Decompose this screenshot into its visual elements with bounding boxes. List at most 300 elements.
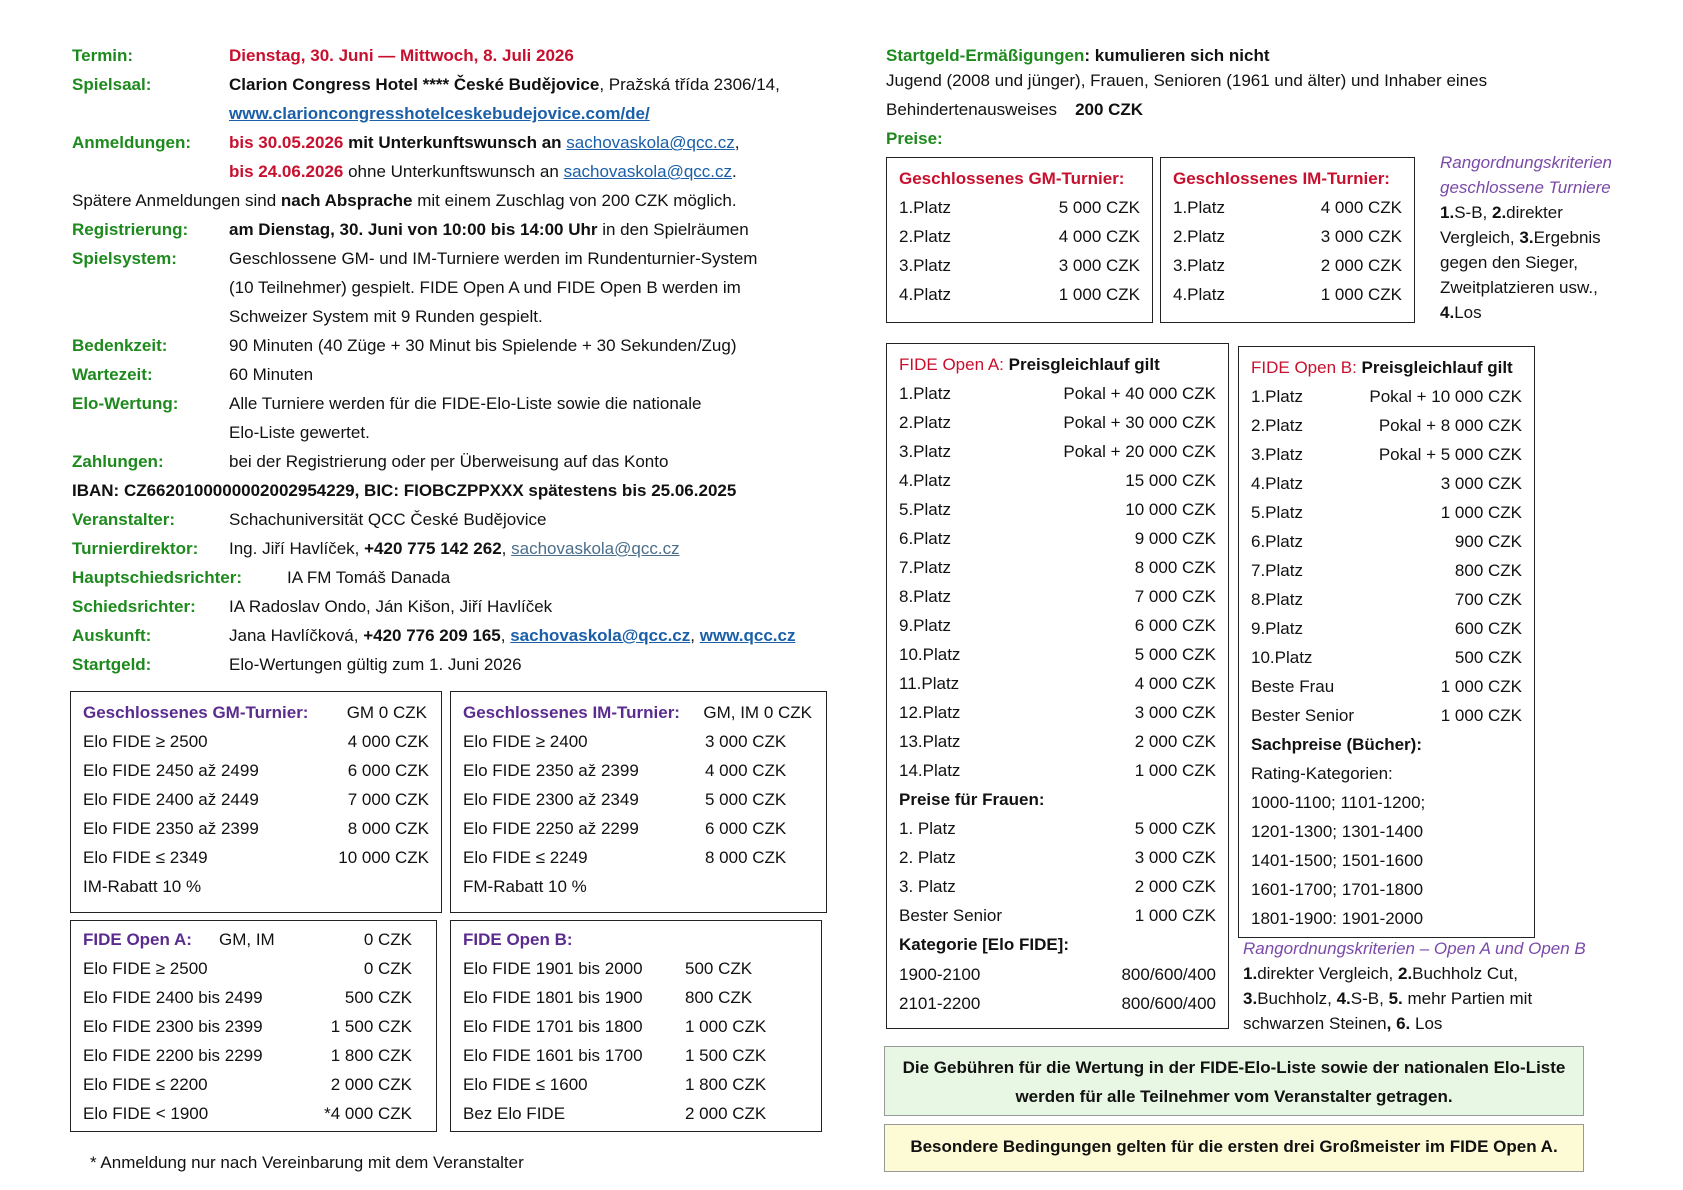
email-link-2[interactable]: sachovaskola@qcc.cz bbox=[563, 162, 733, 181]
rank-closed-line bbox=[1440, 200, 1563, 225]
prize-im-title: Geschlossenes IM-Turnier: bbox=[1173, 169, 1390, 188]
prize-gm-row bbox=[899, 222, 1140, 251]
prize-open-b-row bbox=[1251, 469, 1522, 498]
prize-open-a-row bbox=[899, 553, 1216, 582]
prize-women-row bbox=[899, 901, 1216, 930]
rank-text: direkter bbox=[1506, 203, 1563, 222]
prize-place: 8.Platz bbox=[899, 587, 951, 606]
rank-num: 3. bbox=[1243, 989, 1258, 1008]
fee-open-a-title-extra: 0 CZK bbox=[363, 930, 412, 949]
fee-gm-row bbox=[83, 785, 429, 814]
fee-open-a-amount: 1 500 CZK bbox=[330, 1017, 412, 1036]
fee-im-amount: 4 000 CZK bbox=[705, 761, 787, 780]
prize-amount: Pokal + 20 000 CZK bbox=[1063, 442, 1216, 461]
rank-text: schwarzen Steinen bbox=[1243, 1014, 1387, 1033]
prize-open-a-row bbox=[899, 611, 1216, 640]
prize-open-b-title-rest: Preisgleichlauf gilt bbox=[1356, 358, 1513, 377]
prize-amount: 9 000 CZK bbox=[1134, 529, 1216, 548]
prize-place: 11.Platz bbox=[899, 674, 960, 693]
fee-gm-row bbox=[83, 872, 429, 901]
fee-open-a-title: FIDE Open A: bbox=[83, 930, 192, 949]
fee-open-b-amount: 800 CZK bbox=[685, 988, 753, 1007]
prize-category-title: Kategorie [Elo FIDE]: bbox=[899, 935, 1070, 954]
rank-closed-line bbox=[1440, 300, 1482, 325]
prize-amount: 2 000 CZK bbox=[1134, 877, 1216, 896]
spielsaal-label: Spielsaal: bbox=[72, 75, 152, 94]
fee-im-row bbox=[463, 814, 814, 843]
fee-open-a-row bbox=[83, 983, 424, 1012]
fee-open-b-amount: 500 CZK bbox=[685, 959, 753, 978]
prize-place: 4.Platz bbox=[899, 285, 951, 304]
prize-place: 10.Platz bbox=[1251, 648, 1313, 667]
hauptschiedsrichter-value: IA FM Tomáš Danada bbox=[287, 568, 451, 587]
fee-open-b-amount: 1 000 CZK bbox=[685, 1017, 767, 1036]
spaetere-text-2: nach Absprache bbox=[280, 191, 413, 210]
prize-place: 1.Platz bbox=[899, 384, 951, 403]
rank-text: mehr Partien mit bbox=[1402, 989, 1533, 1008]
fee-open-a-row bbox=[83, 1041, 424, 1070]
fee-gm-row bbox=[83, 814, 429, 843]
prize-place: 2.Platz bbox=[899, 413, 951, 432]
prize-open-a-row bbox=[899, 437, 1216, 466]
deadline-2: bis 24.06.2026 bbox=[229, 162, 344, 181]
sep-a2: , bbox=[690, 626, 700, 645]
prize-place: 1.Platz bbox=[1251, 387, 1303, 406]
fee-note-line-1: Die Gebühren für die Wertung in der FIDE-Elo-Liste sowie der nationalen Elo-Liste bbox=[902, 1058, 1566, 1077]
prize-open-a-row bbox=[899, 669, 1216, 698]
prize-open-a-row bbox=[899, 466, 1216, 495]
prize-gm-row bbox=[899, 280, 1140, 309]
prize-women-title: Preise für Frauen: bbox=[899, 790, 1045, 809]
prize-amount: 600 CZK bbox=[1454, 619, 1522, 638]
fee-gm-row bbox=[83, 727, 429, 756]
veranstalter-value: Schachuniversität QCC České Budějovice bbox=[229, 510, 547, 529]
startgeld-label: Startgeld: bbox=[72, 655, 152, 674]
prize-place: 6.Platz bbox=[899, 529, 951, 548]
fee-open-a-amount: 2 000 CZK bbox=[330, 1075, 412, 1094]
ermaessigungen-group: Behindertenausweises bbox=[886, 100, 1058, 119]
prize-category-row bbox=[899, 960, 1216, 989]
prize-open-a-row bbox=[899, 756, 1216, 785]
sachpreise-title: Sachpreise (Bücher): bbox=[1251, 735, 1422, 754]
prize-amount: 10 000 CZK bbox=[1125, 500, 1216, 519]
prize-place: 3.Platz bbox=[899, 256, 951, 275]
deadline-1: bis 30.05.2026 bbox=[229, 133, 344, 152]
fee-open-b-cat: Elo FIDE 1701 bis 1800 bbox=[463, 1017, 643, 1036]
prize-amount: 500 CZK bbox=[1454, 648, 1522, 667]
prize-open-a-row bbox=[899, 582, 1216, 611]
auskunft-web-link[interactable]: www.qcc.cz bbox=[699, 626, 796, 645]
rank-text: direkter Vergleich, bbox=[1257, 964, 1398, 983]
prize-amount: 8 000 CZK bbox=[1134, 558, 1216, 577]
prize-amount: 5 000 CZK bbox=[1134, 819, 1216, 838]
fee-open-b-amount: 1 800 CZK bbox=[685, 1075, 767, 1094]
turnierdirektor-label: Turnierdirektor: bbox=[72, 539, 199, 558]
prize-amount: 1 000 CZK bbox=[1440, 503, 1522, 522]
fee-gm-cat: Elo FIDE 2400 až 2449 bbox=[83, 790, 259, 809]
prize-open-b-row bbox=[1251, 643, 1522, 672]
prize-amount: 900 CZK bbox=[1454, 532, 1522, 551]
prize-amount: Pokal + 10 000 CZK bbox=[1369, 387, 1522, 406]
fee-im-title: Geschlossenes IM-Turnier: bbox=[463, 703, 680, 722]
fee-open-b-amount: 1 500 CZK bbox=[685, 1046, 767, 1065]
rank-text: S-B, bbox=[1454, 203, 1492, 222]
prize-women-row bbox=[899, 843, 1216, 872]
prize-place: Bester Senior bbox=[1251, 706, 1354, 725]
prize-place: 2.Platz bbox=[1173, 227, 1225, 246]
fee-im-cat: Elo FIDE 2300 až 2349 bbox=[463, 790, 639, 809]
prize-place: 14.Platz bbox=[899, 761, 961, 780]
elo-line-1: Alle Turniere werden für die FIDE-Elo-Liste sowie die nationale bbox=[229, 394, 702, 413]
rank-open-line bbox=[1243, 961, 1518, 986]
fee-im-cat: Elo FIDE ≥ 2400 bbox=[463, 732, 588, 751]
fee-im-cat: Elo FIDE 2250 až 2299 bbox=[463, 819, 639, 838]
fee-open-a-row bbox=[83, 1099, 424, 1128]
prize-place: 4.Platz bbox=[1173, 285, 1225, 304]
prize-place: 1. Platz bbox=[899, 819, 956, 838]
rank-closed-line bbox=[1440, 225, 1601, 250]
prize-place: 3.Platz bbox=[1173, 256, 1225, 275]
prize-open-b-row bbox=[1251, 701, 1522, 730]
rank-num: 4. bbox=[1336, 989, 1351, 1008]
registrierung-place: in den Spielräumen bbox=[597, 220, 749, 239]
prize-open-a-title: FIDE Open A: bbox=[899, 355, 1004, 374]
prize-women-row bbox=[899, 814, 1216, 843]
fee-open-b-cat: Elo FIDE 1901 bis 2000 bbox=[463, 959, 643, 978]
prize-im-row bbox=[1173, 280, 1402, 309]
fee-gm-amount: 10 000 CZK bbox=[338, 848, 429, 867]
rank-text: Buchholz, bbox=[1257, 989, 1337, 1008]
fee-open-a-cat: Elo FIDE 2400 bis 2499 bbox=[83, 988, 263, 1007]
rank-text: Los bbox=[1454, 303, 1482, 322]
rank-open-line bbox=[1243, 986, 1532, 1011]
prize-open-a-row bbox=[899, 408, 1216, 437]
prize-open-b-row bbox=[1251, 556, 1522, 585]
hotel-name: Clarion Congress Hotel **** České Budějovice bbox=[229, 75, 600, 94]
fee-open-b-cat: Elo FIDE 1801 bis 1900 bbox=[463, 988, 643, 1007]
hotel-address: , Pražská třída 2306/14, bbox=[599, 75, 780, 94]
fee-gm-title-extra: GM 0 CZK bbox=[346, 703, 427, 722]
prize-amount: 3 000 CZK bbox=[1058, 256, 1140, 275]
spielsystem-line-3: Schweizer System mit 9 Runden gespielt. bbox=[229, 307, 543, 326]
wartezeit-value: 60 Minuten bbox=[229, 365, 314, 384]
rank-text: Los bbox=[1410, 1014, 1443, 1033]
fee-open-a-amount: 0 CZK bbox=[363, 959, 412, 978]
fee-note-box bbox=[884, 1046, 1584, 1116]
fee-open-a-row bbox=[83, 1070, 424, 1099]
rank-closed-title-2: geschlossene Turniere bbox=[1440, 178, 1611, 197]
email-link-1[interactable]: sachovaskola@qcc.cz bbox=[566, 133, 735, 152]
ermaessigungen-rest: : kumulieren sich nicht bbox=[1084, 46, 1270, 65]
veranstalter-label: Veranstalter: bbox=[72, 510, 175, 529]
sep-a1: , bbox=[500, 626, 511, 645]
punct-1: , bbox=[734, 133, 740, 152]
fee-im-row bbox=[463, 756, 814, 785]
fee-open-b-title: FIDE Open B: bbox=[463, 930, 573, 949]
fee-open-b-box bbox=[450, 920, 822, 1132]
prize-open-a-title-rest: Preisgleichlauf gilt bbox=[1003, 355, 1160, 374]
spaetere-row bbox=[72, 186, 737, 215]
schiedsrichter-value: IA Radoslav Ondo, Ján Kišon, Jiří Havlíček bbox=[229, 597, 553, 616]
fee-im-amount: 8 000 CZK bbox=[705, 848, 787, 867]
prize-place: 6.Platz bbox=[1251, 532, 1303, 551]
prize-amount: 1 000 CZK bbox=[1058, 285, 1140, 304]
auskunft-name: Jana Havlíčková, bbox=[229, 626, 364, 645]
prize-place: 8.Platz bbox=[1251, 590, 1303, 609]
turnierdirektor-name: Ing. Jiří Havlíček, bbox=[229, 539, 365, 558]
prize-gm-row bbox=[899, 193, 1140, 222]
prize-place: 7.Platz bbox=[899, 558, 951, 577]
prize-open-b-row bbox=[1251, 411, 1522, 440]
fee-gm-amount: 7 000 CZK bbox=[347, 790, 429, 809]
prize-place: 3.Platz bbox=[1251, 445, 1303, 464]
fee-open-b-cat: Bez Elo FIDE bbox=[463, 1104, 566, 1123]
fee-open-a-box bbox=[70, 920, 437, 1132]
prize-place: 1.Platz bbox=[899, 198, 951, 217]
bedenkzeit-value: 90 Minuten (40 Züge + 30 Minut bis Spielende + 30 Sekunden/Zug) bbox=[229, 336, 737, 355]
fee-open-a-cat: Elo FIDE < 1900 bbox=[83, 1104, 209, 1123]
prize-amount: Pokal + 5 000 CZK bbox=[1378, 445, 1522, 464]
ermaessigungen-title: Startgeld-Ermäßigungen bbox=[886, 46, 1085, 65]
fee-open-b-amount: 2 000 CZK bbox=[685, 1104, 767, 1123]
prize-gm-row bbox=[899, 251, 1140, 280]
fee-open-a-row bbox=[83, 1012, 424, 1041]
prize-open-b-row bbox=[1251, 585, 1522, 614]
auskunft-email-link[interactable]: sachovaskola@qcc.cz bbox=[510, 626, 691, 645]
fee-im-cat: FM-Rabatt 10 % bbox=[463, 877, 587, 896]
prize-place: 9.Platz bbox=[1251, 619, 1303, 638]
auskunft-phone: +420 776 209 165 bbox=[363, 626, 501, 645]
prize-amount: 4 000 CZK bbox=[1320, 198, 1402, 217]
rank-num: 1. bbox=[1243, 964, 1258, 983]
prize-amount: 800/600/400 bbox=[1121, 965, 1216, 984]
fee-open-b-row bbox=[463, 1041, 809, 1070]
termin-label: Termin: bbox=[72, 46, 134, 65]
prize-place: 10.Platz bbox=[899, 645, 961, 664]
prize-amount: Pokal + 40 000 CZK bbox=[1063, 384, 1216, 403]
prize-amount: Pokal + 8 000 CZK bbox=[1378, 416, 1522, 435]
iban-row: IBAN: CZ6620100000002002954229, BIC: FIOBCZPPXXX spätestens bis 25.06.2025 bbox=[72, 481, 737, 500]
rank-closed-title-1: Rangordnungskriterien bbox=[1440, 153, 1612, 172]
rank-text: Ergebnis bbox=[1533, 228, 1601, 247]
fee-open-b-cat: Elo FIDE ≤ 1600 bbox=[463, 1075, 588, 1094]
prize-amount: 2 000 CZK bbox=[1134, 732, 1216, 751]
rank-num: 3. bbox=[1519, 228, 1534, 247]
fee-gm-row bbox=[83, 756, 429, 785]
prize-open-b-row bbox=[1251, 498, 1522, 527]
fee-im-row bbox=[463, 872, 814, 901]
prize-amount: 700 CZK bbox=[1454, 590, 1522, 609]
fee-open-a-amount: 500 CZK bbox=[344, 988, 412, 1007]
prize-place: 13.Platz bbox=[899, 732, 961, 751]
prize-amount: 1 000 CZK bbox=[1134, 761, 1216, 780]
prize-place: Beste Frau bbox=[1251, 677, 1335, 696]
fee-gm-amount: 6 000 CZK bbox=[347, 761, 429, 780]
zahlungen-label: Zahlungen: bbox=[72, 452, 164, 471]
prize-amount: 6 000 CZK bbox=[1134, 616, 1216, 635]
prize-open-b-box bbox=[1238, 346, 1535, 938]
fee-note-line-2: werden für alle Teilnehmer vom Veranstalter getragen. bbox=[1015, 1087, 1453, 1106]
prize-amount: 2 000 CZK bbox=[1320, 256, 1402, 275]
prize-open-a-row bbox=[899, 524, 1216, 553]
fee-gm-amount: 4 000 CZK bbox=[347, 732, 429, 751]
prize-amount: 5 000 CZK bbox=[1058, 198, 1140, 217]
prize-open-a-box bbox=[886, 343, 1229, 1029]
prize-im-row bbox=[1173, 193, 1402, 222]
fee-gm-cat: Elo FIDE 2350 až 2399 bbox=[83, 819, 259, 838]
fee-open-b-row bbox=[463, 1070, 809, 1099]
footnote: * Anmeldung nur nach Vereinbarung mit dem Veranstalter bbox=[90, 1153, 524, 1172]
prize-open-b-row bbox=[1251, 382, 1522, 411]
prize-category-row bbox=[899, 989, 1216, 1018]
rank-num: , 6. bbox=[1386, 1014, 1411, 1033]
prize-amount: 7 000 CZK bbox=[1134, 587, 1216, 606]
hotel-link[interactable]: www.clarioncongresshotelceskebudejovice.com/de/ bbox=[229, 104, 650, 123]
fee-im-amount: 5 000 CZK bbox=[705, 790, 787, 809]
prize-amount: 1 000 CZK bbox=[1134, 906, 1216, 925]
preise-label: Preise: bbox=[886, 129, 943, 148]
prize-place: Bester Senior bbox=[899, 906, 1002, 925]
zahlungen-value: bei der Registrierung oder per Überweisung auf das Konto bbox=[229, 452, 669, 471]
prize-open-a-row bbox=[899, 698, 1216, 727]
spaetere-text-1: Spätere Anmeldungen sind bbox=[72, 191, 281, 210]
prize-im-row bbox=[1173, 222, 1402, 251]
fee-open-b-row bbox=[463, 954, 809, 983]
spielsystem-label: Spielsystem: bbox=[72, 249, 177, 268]
schiedsrichter-label: Schiedsrichter: bbox=[72, 597, 196, 616]
fee-open-a-cat: Elo FIDE ≤ 2200 bbox=[83, 1075, 208, 1094]
anmeldung-text-1: mit Unterkunftswunsch an bbox=[343, 133, 567, 152]
auskunft-label: Auskunft: bbox=[72, 626, 152, 645]
prize-amount: 800 CZK bbox=[1454, 561, 1522, 580]
prize-open-a-row bbox=[899, 379, 1216, 408]
prize-im-box bbox=[1160, 157, 1415, 323]
fee-gm-title: Geschlossenes GM-Turnier: bbox=[83, 703, 309, 722]
turnierdirektor-email-link[interactable]: sachovaskola@qcc.cz bbox=[511, 539, 680, 558]
prize-amount: 4 000 CZK bbox=[1058, 227, 1140, 246]
rank-open-title: Rangordnungskriterien – Open A und Open B bbox=[1243, 939, 1586, 958]
bedenkzeit-label: Bedenkzeit: bbox=[72, 336, 168, 355]
fee-open-a-title-mid: GM, IM bbox=[219, 930, 275, 949]
rank-closed-line: gegen den Sieger, bbox=[1440, 253, 1579, 272]
fee-gm-amount: 8 000 CZK bbox=[347, 819, 429, 838]
spielsystem-line-2: (10 Teilnehmer) gespielt. FIDE Open A und FIDE Open B werden im bbox=[229, 278, 741, 297]
fee-im-title-extra: GM, IM 0 CZK bbox=[703, 703, 812, 722]
prize-place: 3.Platz bbox=[899, 442, 951, 461]
turnierdirektor-phone: +420 775 142 262 bbox=[364, 539, 502, 558]
rank-num: 2. bbox=[1491, 203, 1507, 222]
sachpreise-line: 1401-1500; 1501-1600 bbox=[1251, 851, 1424, 870]
rank-num: 1. bbox=[1440, 203, 1455, 222]
fee-gm-row bbox=[83, 843, 429, 872]
fee-im-row bbox=[463, 785, 814, 814]
rank-num: 4. bbox=[1440, 303, 1455, 322]
registrierung-label: Registrierung: bbox=[72, 220, 189, 239]
prize-open-a-row bbox=[899, 727, 1216, 756]
prize-place: 4.Platz bbox=[899, 471, 951, 490]
termin-value: Dienstag, 30. Juni — Mittwoch, 8. Juli 2026 bbox=[229, 46, 574, 65]
ermaessigungen-line-2 bbox=[886, 95, 1143, 124]
rank-open-line bbox=[1243, 1011, 1442, 1036]
prize-open-a-row bbox=[899, 640, 1216, 669]
prize-open-b-row bbox=[1251, 672, 1522, 701]
prize-place: 5.Platz bbox=[899, 500, 951, 519]
fee-im-cat: Elo FIDE ≤ 2249 bbox=[463, 848, 588, 867]
ermaessigungen-amount: 200 CZK bbox=[1075, 100, 1144, 119]
prize-amount: Pokal + 30 000 CZK bbox=[1063, 413, 1216, 432]
prize-gm-box bbox=[886, 157, 1153, 323]
prize-amount: 3 000 CZK bbox=[1134, 703, 1216, 722]
fee-open-b-row bbox=[463, 1099, 809, 1128]
fee-gm-cat: Elo FIDE ≤ 2349 bbox=[83, 848, 208, 867]
sachpreise-line: 1201-1300; 1301-1400 bbox=[1251, 822, 1424, 841]
prize-open-b-row bbox=[1251, 614, 1522, 643]
fee-im-cat: Elo FIDE 2350 až 2399 bbox=[463, 761, 639, 780]
fee-open-b-row bbox=[463, 983, 809, 1012]
rank-closed-line: Zweitplatzieren usw., bbox=[1440, 278, 1598, 297]
gm-note-box: Besondere Bedingungen gelten für die ersten drei Großmeister im FIDE Open A. bbox=[884, 1124, 1584, 1172]
fee-open-a-amount: *4 000 CZK bbox=[324, 1104, 412, 1123]
prize-amount: 4 000 CZK bbox=[1134, 674, 1216, 693]
fee-im-amount: 6 000 CZK bbox=[705, 819, 787, 838]
fee-open-b-cat: Elo FIDE 1601 bis 1700 bbox=[463, 1046, 643, 1065]
fee-im-row bbox=[463, 727, 814, 756]
fee-open-a-cat: Elo FIDE ≥ 2500 bbox=[83, 959, 208, 978]
sachpreise-line: 1601-1700; 1701-1800 bbox=[1251, 880, 1424, 899]
fee-im-amount: 3 000 CZK bbox=[705, 732, 787, 751]
prize-amount: 800/600/400 bbox=[1121, 994, 1216, 1013]
sachpreise-line: 1000-1100; 1101-1200; bbox=[1251, 793, 1426, 812]
prize-amount: 1 000 CZK bbox=[1320, 285, 1402, 304]
prize-amount: 3 000 CZK bbox=[1134, 848, 1216, 867]
sachpreise-line: Rating-Kategorien: bbox=[1251, 764, 1393, 783]
prize-place: 1.Platz bbox=[1173, 198, 1225, 217]
elo-label: Elo-Wertung: bbox=[72, 394, 179, 413]
prize-amount: 1 000 CZK bbox=[1440, 677, 1522, 696]
prize-place: 5.Platz bbox=[1251, 503, 1303, 522]
fee-open-b-row bbox=[463, 1012, 809, 1041]
rank-text: S-B, bbox=[1350, 989, 1389, 1008]
fee-im-box bbox=[450, 691, 827, 913]
prize-place: 7.Platz bbox=[1251, 561, 1303, 580]
spielsystem-line-1: Geschlossene GM- und IM-Turniere werden im Rundenturnier-System bbox=[229, 249, 758, 268]
punct-2: . bbox=[732, 162, 737, 181]
ermaessigungen-line-1: Jugend (2008 und jünger), Frauen, Senioren (1961 und älter) und Inhaber eines bbox=[886, 71, 1488, 90]
prize-gm-title: Geschlossenes GM-Turnier: bbox=[899, 169, 1125, 188]
startgeld-value: Elo-Wertungen gültig zum 1. Juni 2026 bbox=[229, 655, 522, 674]
rank-text: Vergleich, bbox=[1440, 228, 1520, 247]
prize-open-b-title: FIDE Open B: bbox=[1251, 358, 1357, 377]
fee-open-a-cat: Elo FIDE 2200 bis 2299 bbox=[83, 1046, 263, 1065]
prize-open-b-row bbox=[1251, 440, 1522, 469]
prize-im-row bbox=[1173, 251, 1402, 280]
prize-place: 9.Platz bbox=[899, 616, 951, 635]
prize-women-row bbox=[899, 872, 1216, 901]
fee-open-a-amount: 1 800 CZK bbox=[330, 1046, 412, 1065]
prize-place: 12.Platz bbox=[899, 703, 961, 722]
prize-place: 4.Platz bbox=[1251, 474, 1303, 493]
prize-open-a-row bbox=[899, 495, 1216, 524]
rank-num: 5. bbox=[1388, 989, 1403, 1008]
prize-place: 2. Platz bbox=[899, 848, 956, 867]
prize-place: 2.Platz bbox=[1251, 416, 1303, 435]
wartezeit-label: Wartezeit: bbox=[72, 365, 153, 384]
anmeldungen-label: Anmeldungen: bbox=[72, 133, 191, 152]
prize-place: 3. Platz bbox=[899, 877, 956, 896]
registrierung-time: am Dienstag, 30. Juni von 10:00 bis 14:00 Uhr bbox=[229, 220, 598, 239]
prize-category: 1900-2100 bbox=[899, 965, 981, 984]
sachpreise-line: 1801-1900: 1901-2000 bbox=[1251, 909, 1424, 928]
